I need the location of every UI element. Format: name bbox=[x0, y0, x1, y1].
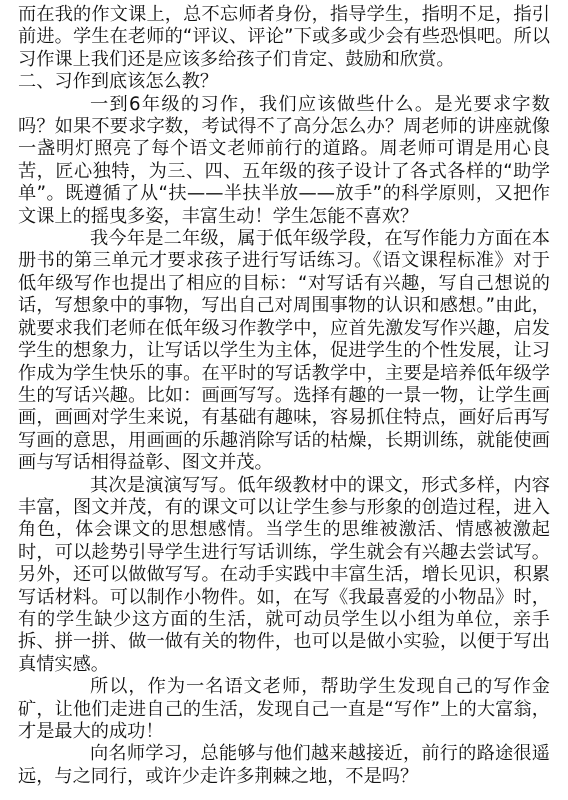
paragraph-grade-levels: 一到6年级的习作，我们应该做些什么。是光要求字数吗？如果不要求字数，考试得不了高分怎么办？周老师的讲座就像一盏明灯照亮了每个语文老师前行的道路。周老师可谓是用心良苦，匠心独特，为三、四、五年级的孩子设计了各式各样的“助学单”。既遵循了从“扶——半扶半放——放手”的科学原则，又把作文课上的摇曳多姿，丰富生动！学生怎能不喜欢？ bbox=[18, 93, 550, 227]
paragraph-closing: 向名师学习，总能够与他们越来越接近，前行的路途很遥远，与之同行，或许少走许多荆棘之地，不是吗？ bbox=[18, 743, 550, 787]
paragraph-second-grade: 我今年是二年级，属于低年级学段，在写作能力方面在本册书的第三单元才要求孩子进行写话练习。《语文课程标准》对于低年级写作也提出了相应的目标：“对写话有兴趣，写自己想说的话，写想象中的事物，写出自己对周围事物的认识和感想。”由此，就要求我们老师在低年级习作教学中，应首先激发写作兴趣，启发学生的想象力，让写话以学生为主体，促进学生的个性发展，让习作成为学生快乐的事。在平时的写话教学中，主要是培养低年级学生的写话兴趣。比如：画画写写。选择有趣的一景一物，让学生画画，画画对学生来说，有基础有趣味，容易抓住特点，画好后再写写画的意思，用画画的乐趣消除写话的枯燥，长期训练，就能使画画与写话相得益彰、图文并茂。 bbox=[18, 228, 550, 474]
document-page bbox=[18, 4, 550, 788]
section-heading: 二、习作到底该怎么教？ bbox=[18, 71, 219, 93]
paragraph-conclusion: 所以，作为一名语文老师，帮助学生发现自己的写作金矿，让他们走进自己的生活，发现自己一直是“写作”上的大富翁，才是最大的成功！ bbox=[18, 676, 550, 742]
paragraph-intro: 而在我的作文课上，总不忘师者身份，指导学生，指明不足，指引前进。学生在老师的“评议、评论”下或多或少会有些恐惧吧。所以习作课上我们还是应该多给孩子们肯定、鼓励和欣赏。 bbox=[18, 4, 550, 70]
paragraph-act-and-write: 其次是演演写写。低年级教材中的课文，形式多样，内容丰富，图文并茂，有的课文可以让学生参与形象的创造过程，进入角色，体会课文的思想感情。当学生的思维被激活、情感被激起时，可以趁势引导学生进行写话训练，学生就会有兴趣去尝试写。另外，还可以做做写写。在动手实践中丰富生活，增长见识，积累写话材料。可以制作小物件。如，在写《我最喜爱的小物品》时，有的学生缺少这方面的生活，就可动员学生以小组为单位，亲手拆、拼一拼、做一做有关的物件，也可以是做小实验，以便于写出真情实感。 bbox=[18, 474, 550, 675]
